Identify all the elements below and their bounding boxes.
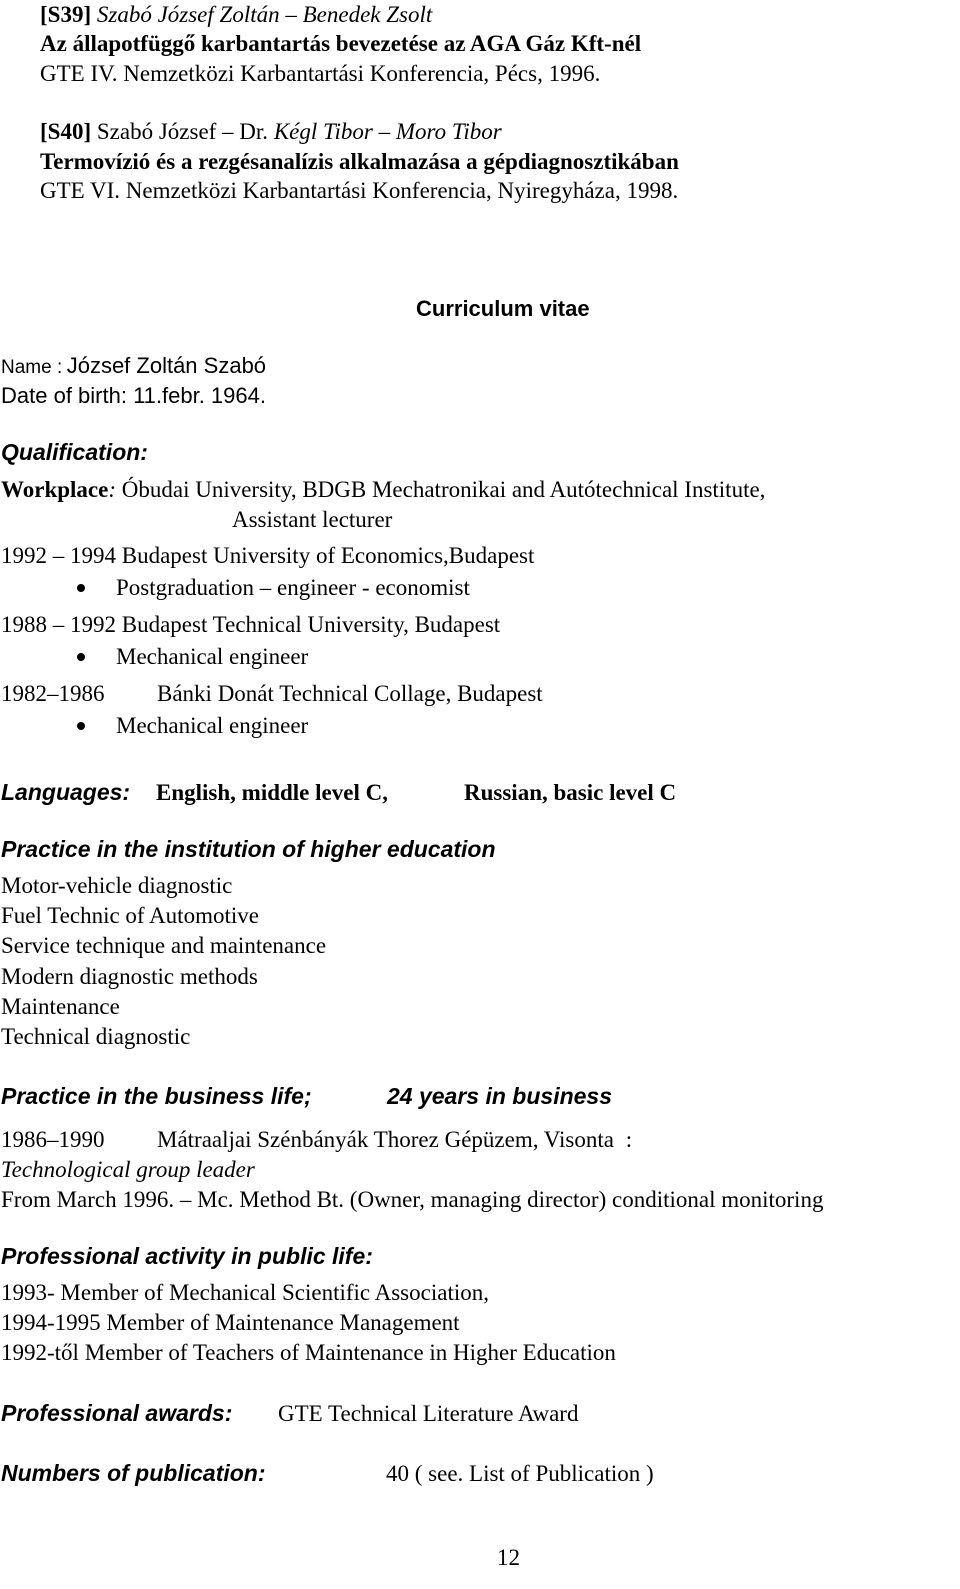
education-school: Budapest Technical University, Budapest bbox=[121, 612, 501, 637]
cv-name-label: Name : bbox=[1, 357, 63, 378]
practice-item: Fuel Technic of Automotive bbox=[1, 903, 259, 928]
public-activity-item: 1993- Member of Mechanical Scientific Association, bbox=[1, 1280, 489, 1305]
practice-education-heading: Practice in the institution of higher education bbox=[1, 836, 496, 862]
publications-label: Numbers of publication: bbox=[1, 1460, 266, 1486]
ref-s39-authors-line bbox=[40, 0, 432, 30]
languages-label: Languages: bbox=[1, 779, 131, 805]
education-degree: Postgraduation – engineer - economist bbox=[116, 575, 470, 600]
business-company: Mátraaljai Szénbányák Thorez Gépüzem, Visonta bbox=[157, 1127, 614, 1152]
practice-item: Maintenance bbox=[1, 994, 120, 1019]
page-number: 12 bbox=[497, 1545, 520, 1570]
workplace-value: Óbudai University, BDGB Mechatronikai and Autótechnical Institute, bbox=[121, 477, 766, 502]
ref-s39-authors: Szabó József Zoltán – Benedek Zsolt bbox=[96, 2, 433, 27]
bullet-icon bbox=[77, 653, 85, 661]
ref-s40-authors-plain: Szabó József – Dr. bbox=[96, 119, 269, 144]
education-row bbox=[1, 610, 500, 640]
cv-name-value: József Zoltán Szabó bbox=[66, 353, 267, 378]
qualification-heading: Qualification: bbox=[1, 439, 148, 465]
education-row bbox=[1, 541, 534, 571]
practice-business-heading: Practice in the business life; bbox=[1, 1083, 312, 1109]
education-degree: Mechanical engineer bbox=[116, 713, 309, 738]
education-years: 1982–1986 bbox=[1, 681, 105, 706]
ref-s39-venue: GTE IV. Nemzetközi Karbantartási Konferencia, Pécs, 1996. bbox=[40, 61, 601, 86]
ref-s39-number: [S39] bbox=[40, 2, 92, 27]
business-years: 1986–1990 bbox=[1, 1127, 105, 1152]
publications-value: 40 ( see. List of Publication ) bbox=[386, 1461, 654, 1486]
cv-date-of-birth: Date of birth: 11.febr. 1964. bbox=[1, 383, 266, 408]
workplace-line bbox=[1, 475, 765, 505]
cv-name-line bbox=[1, 352, 266, 383]
language-russian: Russian, basic level C bbox=[464, 780, 677, 805]
language-english: English, middle level C, bbox=[156, 780, 388, 805]
ref-s39-title: Az állapotfüggő karbantartás bevezetése az AGA Gáz Kft-nél bbox=[40, 31, 642, 56]
public-activity-item: 1994-1995 Member of Maintenance Management bbox=[1, 1310, 460, 1335]
public-activity-item: 1992-től Member of Teachers of Maintenance in Higher Education bbox=[1, 1340, 616, 1365]
practice-item: Service technique and maintenance bbox=[1, 933, 327, 958]
practice-item: Technical diagnostic bbox=[1, 1024, 191, 1049]
awards-label: Professional awards: bbox=[1, 1400, 233, 1426]
business-company-line bbox=[157, 1125, 632, 1155]
practice-business-years: 24 years in business bbox=[387, 1083, 613, 1109]
business-colon: : bbox=[625, 1127, 633, 1152]
business-from: From March 1996. – Mc. Method Bt. (Owner, managing director) conditional monitoring bbox=[1, 1187, 824, 1212]
ref-s40-number: [S40] bbox=[40, 119, 92, 144]
public-activity-heading: Professional activity in public life: bbox=[1, 1243, 373, 1269]
awards-value: GTE Technical Literature Award bbox=[278, 1401, 579, 1426]
cv-heading: Curriculum vitae bbox=[416, 296, 590, 321]
workplace-label: Workplace bbox=[1, 477, 109, 502]
workplace-colon: : bbox=[108, 477, 117, 502]
ref-s40-title: Termovízió és a rezgésanalízis alkalmazása a gépdiagnosztikában bbox=[40, 149, 679, 174]
ref-s40-venue: GTE VI. Nemzetközi Karbantartási Konferencia, Nyiregyháza, 1998. bbox=[40, 178, 679, 203]
bullet-icon bbox=[77, 584, 85, 592]
education-years: 1988 – 1992 bbox=[1, 612, 116, 637]
business-role: Technological group leader bbox=[1, 1157, 255, 1182]
education-school: Budapest University of Economics,Budapest bbox=[121, 543, 535, 568]
workplace-role: Assistant lecturer bbox=[232, 507, 393, 532]
ref-s40-authors-line bbox=[40, 117, 502, 147]
bullet-icon bbox=[77, 722, 85, 730]
practice-item: Modern diagnostic methods bbox=[1, 964, 258, 989]
education-school: Bánki Donát Technical Collage, Budapest bbox=[157, 681, 543, 706]
education-years: 1992 – 1994 bbox=[1, 543, 116, 568]
education-degree: Mechanical engineer bbox=[116, 644, 309, 669]
ref-s40-authors-italic: Kégl Tibor – Moro Tibor bbox=[273, 119, 502, 144]
practice-item: Motor-vehicle diagnostic bbox=[1, 873, 233, 898]
